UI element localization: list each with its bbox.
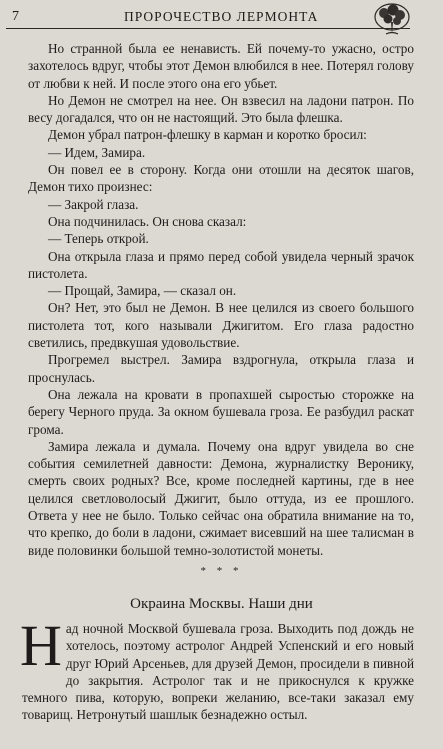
drop-cap: Н — [20, 613, 62, 678]
section-separator: * * * — [200, 565, 243, 577]
paragraph: — Идем, Замира. — [48, 144, 146, 160]
chapter-title: Окраина Москвы. Наши дни — [130, 596, 313, 612]
paragraph: — Прощай, Замира, — сказал он. — [48, 283, 237, 299]
running-title: ПРОРОЧЕСТВО ЛЕРМОНТА — [124, 9, 319, 24]
paragraph: Но странной была ее ненависть. Ей почему-то ужасно, остро захотелось вдруг, чтобы этот Демон влюбился в нее. Потерял голову от любви к ней. И после этого она его убьет. — [28, 41, 414, 91]
paragraph: Прогремел выстрел. Замира вздрогнула, открыла глаза и проснулась. — [28, 352, 414, 385]
paragraph: Но Демон не смотрел на нее. Он взвесил на ладони патрон. По весу догадался, что он не настоящий. Это была флешка. — [28, 92, 414, 126]
paragraph: Демон убрал патрон-флешку в карман и коротко бросил: — [48, 127, 367, 143]
tree-ornament-icon — [372, 2, 412, 38]
chapter-paragraph — [20, 613, 414, 724]
chapter-text — [20, 613, 414, 724]
paragraph: Он? Нет, это был не Демон. В нее целился из своего большого пистолета тот, кого называли Джигитом. Его глаза радостно светились, предвкушая удовольствие. — [28, 300, 414, 351]
page-number: 7 — [12, 9, 20, 24]
chapter-paragraph-text: ад ночной Москвой бушевала гроза. Выходить под дождь не хотелось, поэтому астролог Андрей Успенский и его новый друг Юрий Арсеньев, для друзей Демон, просидели в пивной до закрытия. Астролог так и не прикоснулся к кружке темного пива, которую, вопреки желанию, все-таки заказал ему товарищ. Нетронутый шашлык безнадежно остыл. — [22, 621, 414, 723]
paragraph: Замира лежала и думала. Почему она вдруг увидела во сне события семилетней давности: Демона, журналистку Веронику, смерть своих родных? Все, кроме последней картины, где в нее целился светловолосый Джигит, было оттуда, из ее прошлого. Ответа у нее не было. Только сейчас она обратила внимание на то, что крепко, до боли в ладони, сжимает висевший на шее талисман в виде половинки большой темно-золотистой монеты. — [28, 438, 414, 558]
paragraph: Он повел ее в сторону. Когда они отошли на десяток шагов, Демон тихо произнес: — [28, 162, 414, 195]
paragraph: Она лежала на кровати в пропахшей сыростью сторожке на берегу Черного пруда. За окном бушевала гроза. Ее разбудил раскат грома. — [28, 386, 414, 437]
body-text — [28, 40, 414, 559]
paragraph: — Закрой глаза. — [48, 196, 139, 212]
paragraph: Она подчинилась. Он снова сказал: — [48, 213, 247, 229]
running-header — [6, 4, 410, 29]
paragraph: Она открыла глаза и прямо перед собой увидела черный зрачок пистолета. — [28, 248, 414, 281]
paragraph: — Теперь открой. — [48, 231, 149, 247]
